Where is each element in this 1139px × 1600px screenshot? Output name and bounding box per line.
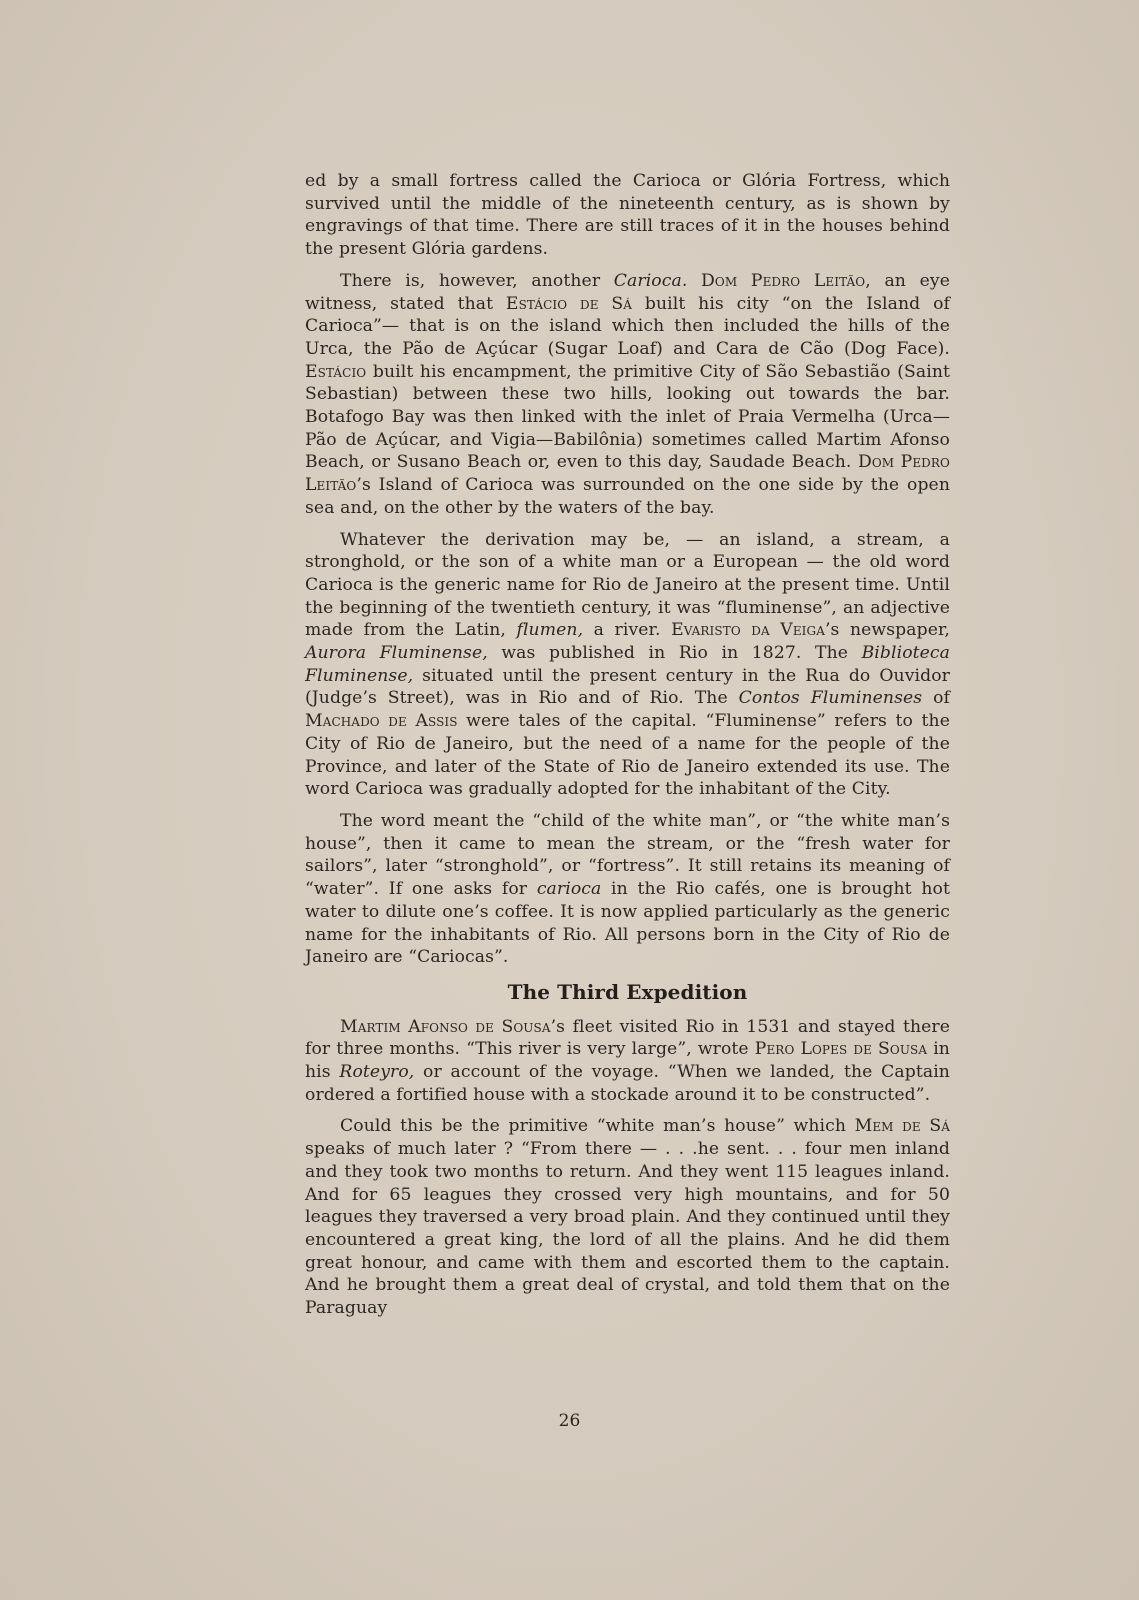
text-run: Could this be the primitive “white man’s house” which — [340, 1116, 855, 1137]
text-run: of — [922, 688, 950, 709]
small-caps-name: Machado de Assis — [305, 711, 458, 732]
text-run: ’s newspaper, — [824, 620, 950, 641]
paragraph-5 — [305, 1016, 950, 1107]
text-run — [687, 271, 701, 291]
italic-run: Contos Fluminenses — [738, 688, 923, 709]
text-run: in his — [305, 1039, 950, 1083]
paragraph-3 — [305, 529, 950, 801]
italic-run: Carioca. — [613, 270, 688, 291]
text-run: The word meant the “child of the white man”, or “the white man’s house”, then it came to mean the stream, or the “fresh water for sailors”, later “stronghold”, or “fortress”. It still retains its meaning of “water”. If one asks for — [305, 810, 950, 900]
text-run: a river. — [583, 620, 672, 641]
text-run: ’s Island of Carioca was surrounded on the one side by the open sea and, on the other by the waters of the bay. — [305, 475, 950, 518]
text-run: built his encampment, the primitive City of São Sebastião (Saint Sebastian) between these two hills, looking out towards the bar. Botafogo Bay was then linked with the inlet of Praia Vermelha (Urca—Pão de Açúcar, and Vigia—Babilônia) sometimes called Martim Afonso Beach, or Susano Beach or, even to this day, Saudade Beach. — [305, 361, 950, 473]
text-run: speaks of much later ? “From there — . . .he sent. . . four men inland and they took two months to return. And they went 115 leagues inland. And for 65 leagues they crossed very high mountains, and for 50 leagues they traversed a very broad plain. And they continued until they encountered a great king, the lord of all the plains. And he did them great honour, and came with them and escorted them to the captain. And he brought them a great deal of crystal, and told them that on the Paraguay — [305, 1139, 950, 1319]
paragraph-1-text: ed by a small fortress called the Carioca or Glória Fortress, which survived until the middle of the nineteenth century, as is shown by engravings of that time. There are still traces of it in the houses behind the present Glória gardens. — [305, 171, 950, 260]
text-run: was published in Rio in 1827. The — [487, 643, 862, 664]
text-run: There is, however, another — [340, 270, 614, 291]
text-run: or account of the voyage. “When we landed, the Captain ordered a fortified house with a stockade around it to be constructed”. — [305, 1062, 950, 1105]
paragraph-6 — [305, 1115, 950, 1319]
small-caps-name: Martim Afonso de Sousa — [340, 1016, 551, 1037]
italic-run: Aurora Fluminense, — [305, 643, 488, 664]
paragraph-1 — [305, 170, 950, 261]
text-run: were tales of the capital. “Fluminense” refers to the City of Rio de Janeiro, but the need of a name for the people of the Province, and later of the State of Rio de Janeiro extended its use. The word Carioca was gradually adopted for the inhabitant of the City. — [305, 711, 950, 800]
small-caps-name: Mem de Sá — [854, 1116, 950, 1137]
small-caps-name: Dom Pedro Leitão — [305, 452, 950, 496]
small-caps-name: Evaristo da Veiga — [671, 620, 825, 641]
italic-run: Roteyro, — [339, 1062, 415, 1083]
text-run: built his city “on the Island of Carioca”— that is on the island which then included the hills of the Urca, the Pão de Açúcar (Sugar Loaf) and Cara de Cão (Dog Face). — [305, 293, 950, 359]
section-heading: The Third Expedition — [507, 979, 748, 1004]
small-caps-name: Estácio de Sá — [505, 293, 633, 314]
small-caps-name: Pero Lopes de Sousa — [754, 1039, 928, 1060]
italic-run: flumen, — [516, 620, 584, 641]
italic-run: carioca — [536, 879, 602, 900]
text-run: , an eye witness, stated that — [305, 270, 950, 314]
page-body — [305, 170, 950, 1329]
paragraph-4 — [305, 810, 950, 969]
italic-run: Biblioteca Fluminense, — [305, 643, 951, 686]
text-run: ’s fleet visited Rio in 1531 and stayed there for three months. “This river is very large”, wrote — [305, 1016, 950, 1060]
small-caps-name: Estácio — [305, 361, 367, 382]
small-caps-name: Dom Pedro Leitão — [701, 270, 866, 291]
text-run: situated until the present century in the Rua do Ouvidor (Judge’s Street), was in Rio and of Rio. The — [305, 665, 950, 709]
text-run: in the Rio cafés, one is brought hot water to dilute one’s coffee. It is now applied particularly as the generic name for the inhabitants of Rio. All persons born in the City of Rio de Janeiro are “Cariocas”. — [305, 879, 950, 968]
page-number: 26 — [558, 1411, 581, 1431]
text-run: Whatever the derivation may be, — an island, a stream, a stronghold, or the son of a white man or a European — the old word Carioca is the generic name for Rio de Janeiro at the present time. Until the beginning of the twentieth century, it was “fluminense”, an adjective made from the Latin, — [305, 529, 950, 641]
paragraph-2 — [305, 270, 950, 520]
